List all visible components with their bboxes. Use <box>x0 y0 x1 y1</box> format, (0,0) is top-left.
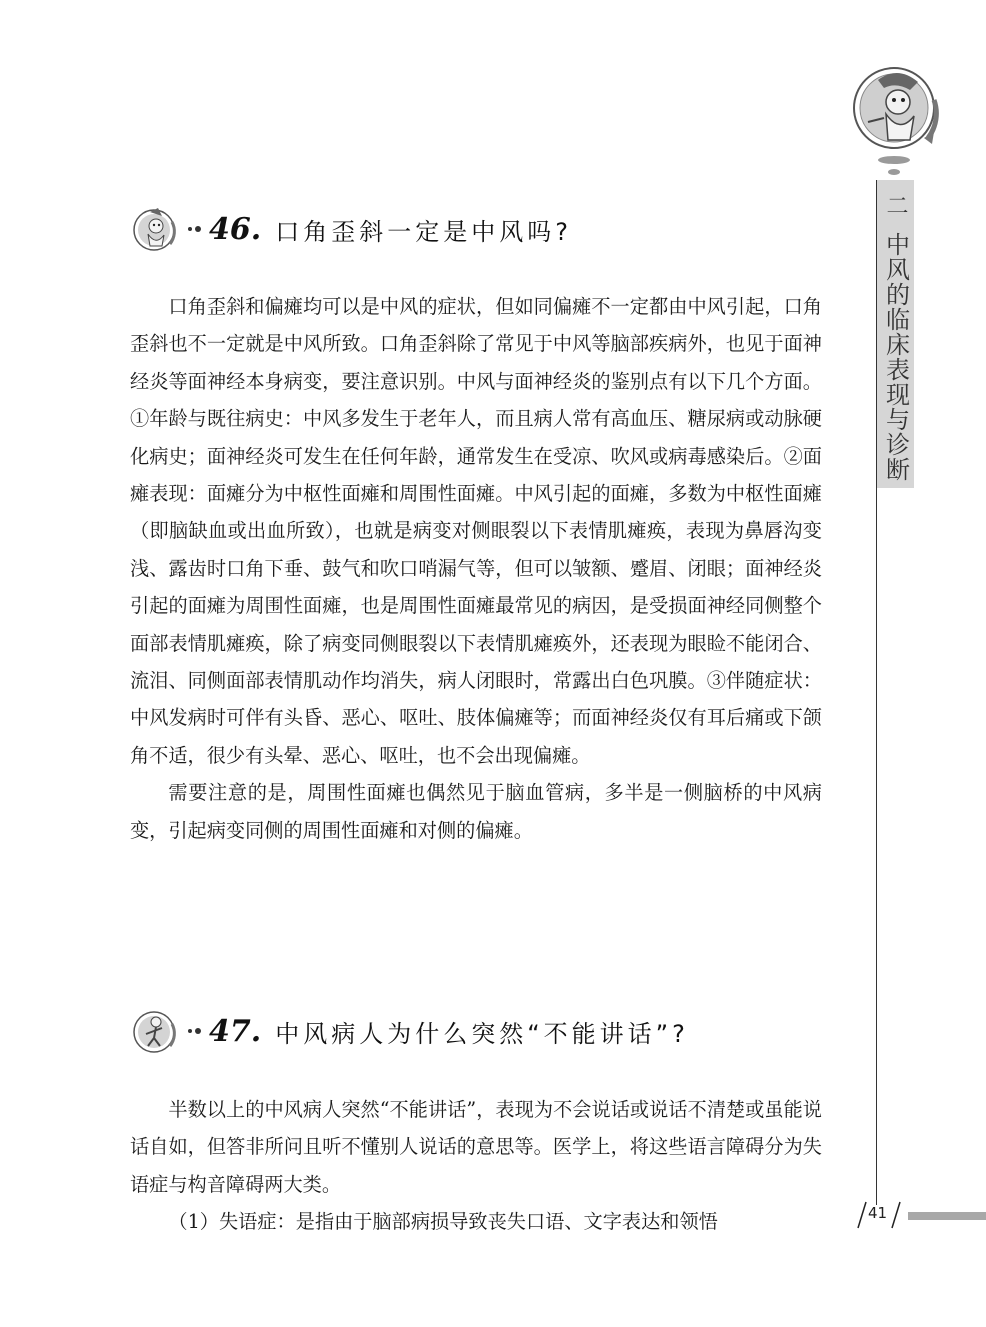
chapter-tab <box>876 180 914 488</box>
section-number: 47. <box>209 1013 262 1049</box>
section-body-46 <box>130 288 822 849</box>
page-number: 41 <box>868 1204 888 1222</box>
mascot-doctor-icon <box>848 60 948 180</box>
chapter-title: 中风的临床表现与诊断 <box>881 232 910 482</box>
page-bar <box>908 1212 986 1220</box>
mascot-head-icon <box>130 204 180 254</box>
section-title: 中风病人为什么突然“不能讲话”? <box>275 1019 689 1048</box>
section-title: 口角歪斜一定是中风吗? <box>275 217 572 246</box>
paragraph: 半数以上的中风病人突然“不能讲话”，表现为不会说话或说话不清楚或虽能说话自如，但答非所问且听不懂别人说话的意思等。医学上，将这些语言障碍分为失语症与构音障碍两大类。 <box>130 1098 822 1196</box>
section-body-47 <box>130 1091 822 1241</box>
heading-dots-icon <box>188 1028 201 1034</box>
mascot-running-icon <box>130 1006 180 1056</box>
paragraph: 需要注意的是，周围性面瘫也偶然见于脑血管病，多半是一侧脑桥的中风病变，引起病变同侧的周围性面瘫和对侧的偏瘫。 <box>130 781 822 842</box>
section-heading-46 <box>130 204 572 254</box>
chapter-number: 二 <box>883 194 908 216</box>
section-number: 46. <box>209 211 262 247</box>
paragraph: （1）失语症：是指由于脑部病损导致丧失口语、文字表达和领悟 <box>168 1210 718 1234</box>
section-heading-47 <box>130 1006 689 1056</box>
heading-dots-icon <box>188 226 201 232</box>
paragraph: 口角歪斜和偏瘫均可以是中风的症状，但如同偏瘫不一定都由中风引起，口角歪斜也不一定就是中风所致。口角歪斜除了常见于中风等脑部疾病外，也见于面神经炎等面神经本身病变，要注意识别。中风与面神经炎的鉴别点有以下几个方面。①年龄与既往病史：中风多发生于老年人，而且病人常有高血压、糖尿病或动脉硬化病史；面神经炎可发生在任何年龄，通常发生在受凉、吹风或病毒感染后。②面瘫表现：面瘫分为中枢性面瘫和周围性面瘫。中风引起的面瘫，多数为中枢性面瘫（即脑缺血或出血所致），也就是病变对侧眼裂以下表情肌瘫痪，表现为鼻唇沟变浅、露齿时口角下垂、鼓气和吹口哨漏气等，但可以皱额、蹙眉、闭眼；面神经炎引起的面瘫为周围性面瘫，也是周围性面瘫最常见的病因，是受损面神经同侧整个面部表情肌瘫痪，除了病变同侧眼裂以下表情肌瘫痪外，还表现为眼睑不能闭合、流泪、同侧面部表情肌动作均消失，病人闭眼时，常露出白色巩膜。③伴随症状：中风发病时可伴有头昏、恶心、呕吐、肢体偏瘫等；而面神经炎仅有耳后痛或下颌角不适，很少有头晕、恶心、呕吐，也不会出现偏瘫。 <box>130 295 822 767</box>
page-number-area <box>852 1198 986 1232</box>
